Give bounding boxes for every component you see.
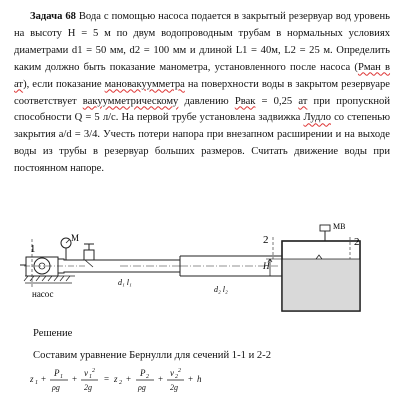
term-p1-sub: 1	[60, 374, 63, 380]
solution-text: Составим уравнение Бернулли для сечений 1-1 и 2-2	[33, 350, 272, 361]
problem-text: со степенью закрытия a/d = 3/4. Учесть потери напора при внезапном расширении и на выходе воды из трубы в резервуар больших размеров. Считать движение воды при постоянном напоре.	[14, 112, 390, 175]
problem-text: = 0,25	[255, 95, 299, 107]
height-label: H	[263, 261, 270, 271]
term-v2-sub: 2	[175, 374, 178, 380]
manovacuum-gauge	[320, 225, 330, 241]
svg-text:+: +	[41, 374, 47, 384]
term-v1-sub: 1	[89, 374, 92, 380]
term-2g-2: 2g	[170, 383, 178, 392]
section-label-left: 1	[30, 243, 36, 255]
term-z1-sub: 1	[35, 380, 38, 386]
svg-text:+: +	[72, 374, 78, 384]
section-label-right-a: 2	[263, 234, 269, 246]
bernoulli-equation	[30, 367, 230, 397]
pump-reservoir-figure	[20, 219, 370, 317]
pump-label: насос	[32, 289, 54, 299]
pipe-2-label: d₂ l₂	[214, 285, 228, 294]
term-v1: v	[84, 368, 88, 378]
manometer-label: M	[71, 233, 80, 243]
svg-text:=: =	[104, 374, 110, 384]
term-z1: z	[30, 374, 34, 384]
term-rhog-2: ρg	[138, 383, 146, 392]
term-z2: z	[114, 374, 118, 384]
problem-text: ), если показание	[23, 78, 105, 90]
term-ludlo: Лудло	[303, 112, 331, 124]
svg-text:+: +	[158, 374, 164, 384]
solution-section	[33, 326, 271, 364]
problem-text: давлению	[178, 95, 235, 107]
term-p-man: Рман в ат	[14, 61, 391, 90]
term-rhog-1: ρg	[52, 383, 60, 392]
pump-symbol	[26, 257, 58, 276]
term-p2-sub: 2	[146, 374, 149, 380]
term-manovacuummeter: мановакуумметра	[104, 78, 185, 90]
term-2g-1: 2g	[84, 383, 92, 392]
gauge-label: МВ	[333, 222, 346, 231]
section-label-right-b: 2	[354, 236, 360, 248]
valve	[84, 244, 94, 267]
problem-text: на поверхности воды в закрытом резервуаре соответствует	[14, 78, 390, 107]
svg-text:+: +	[126, 374, 132, 384]
term-p-vac: Рвак	[234, 95, 256, 107]
term-h: h	[197, 374, 202, 384]
manometer	[61, 238, 71, 260]
term-z2-sub: 2	[119, 380, 122, 386]
problem-text-intro: Вода с помощью насоса подается в закрытый резервуар вод уровень на высоту H = 5 м по двум водопроводным трубам в нормальных условиях диаметрами d1 = 50 мм, d2 = 100 мм и длиной L1 = 40м, L2 = 25 м. Определить каким должно быть показание манометра, установленного после насоса (	[14, 11, 390, 73]
svg-text:+: +	[188, 374, 194, 384]
term-v1-exp: 2	[92, 368, 95, 374]
reservoir	[282, 241, 360, 311]
problem-text: при пропускной способности Q = 5 л/с. На первой трубе установлена задвижка	[14, 95, 390, 124]
pipe-1-label: d₁ l₁	[118, 278, 132, 287]
problem-title: Задача 68	[30, 11, 76, 22]
term-v2: v	[170, 368, 174, 378]
term-vacuum-adj: вакуумметрическому	[82, 95, 179, 107]
term-p1: P	[54, 368, 60, 378]
term-p2: P	[140, 368, 146, 378]
ground-hatching	[24, 276, 75, 281]
solution-heading: Решение	[33, 328, 73, 339]
term-v2-exp: 2	[178, 368, 181, 374]
term-at: ат	[298, 95, 308, 107]
problem-statement	[14, 9, 390, 178]
